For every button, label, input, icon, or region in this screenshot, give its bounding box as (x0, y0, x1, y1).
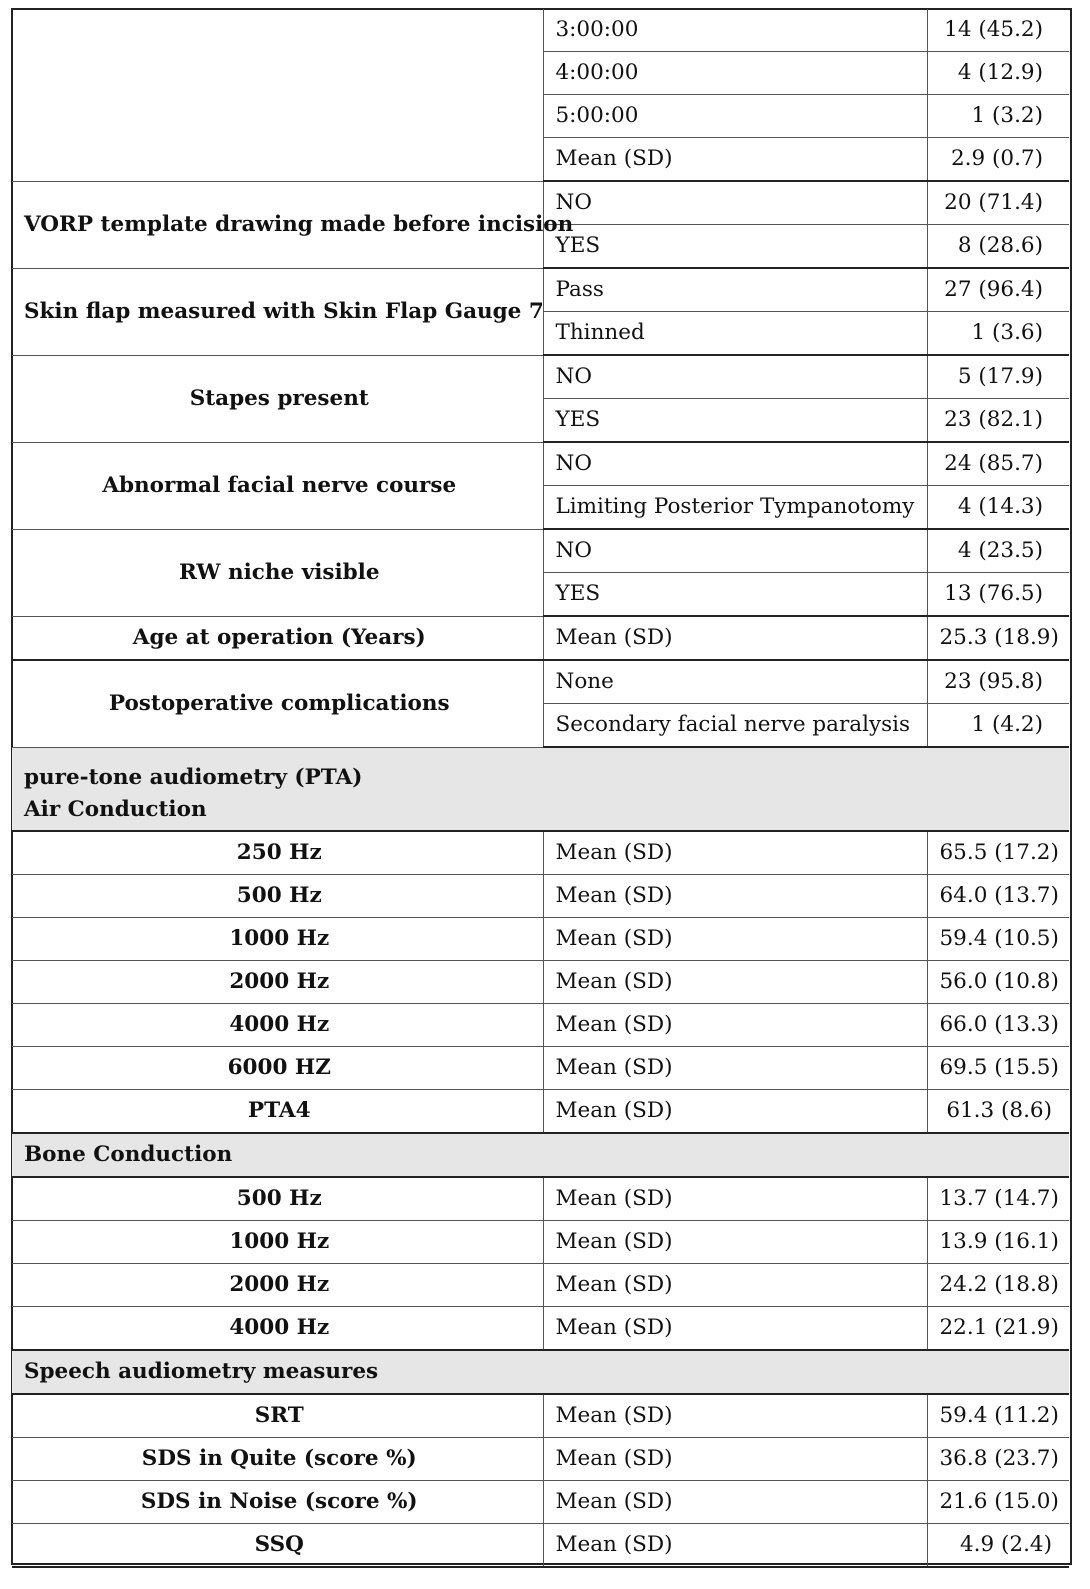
level-cell: NO (543, 442, 927, 486)
table-row (12, 355, 1069, 399)
row-label: RW niche visible (12, 529, 543, 616)
value-cell: 64.0 (13.7) (927, 875, 1069, 918)
value-cell: 69.5 (15.5) (927, 1047, 1069, 1090)
level-cell: Mean (SD) (543, 616, 927, 660)
section-heading-speech (12, 1350, 1069, 1394)
value-cell: 21.6 (15.0) (927, 1481, 1069, 1524)
level-cell: NO (543, 355, 927, 399)
level-cell: Thinned (543, 312, 927, 356)
row-label: Stapes present (12, 355, 543, 442)
value-cell: 24 (85.7) (927, 442, 1069, 486)
level-cell: Pass (543, 268, 927, 312)
row-label: SDS in Noise (score %) (12, 1481, 543, 1524)
value-cell: 23 (82.1) (927, 399, 1069, 443)
row-label: PTA4 (12, 1090, 543, 1134)
value-cell: 20 (71.4) (927, 181, 1069, 225)
value-cell: 14 (45.2) (927, 9, 1069, 52)
value-cell: 66.0 (13.3) (927, 1004, 1069, 1047)
table-row (12, 181, 1069, 225)
row-label: 6000 HZ (12, 1047, 543, 1090)
table-row (12, 1307, 1069, 1351)
value-cell: 1 (3.6) (927, 312, 1069, 356)
value-cell: 13.7 (14.7) (927, 1177, 1069, 1221)
stat-cell: Mean (SD) (543, 1047, 927, 1090)
table-row (12, 961, 1069, 1004)
table-row (12, 918, 1069, 961)
value-cell: 8 (28.6) (927, 225, 1069, 269)
row-label-empty (12, 9, 543, 181)
results-table-body (12, 9, 1069, 1567)
table-row (12, 9, 1069, 52)
value-cell: 1 (4.2) (927, 704, 1069, 748)
stat-cell: Mean (SD) (543, 918, 927, 961)
table-row (12, 875, 1069, 918)
stat-cell: Mean (SD) (543, 875, 927, 918)
section-heading-speech-text: Speech audiometry measures (12, 1350, 1069, 1394)
stat-cell: Mean (SD) (543, 1394, 927, 1438)
stat-cell: Mean (SD) (543, 1524, 927, 1568)
value-cell: 59.4 (10.5) (927, 918, 1069, 961)
level-cell: NO (543, 181, 927, 225)
table-row (12, 1047, 1069, 1090)
value-cell: 36.8 (23.7) (927, 1438, 1069, 1481)
stat-cell: Mean (SD) (543, 1177, 927, 1221)
level-cell: None (543, 660, 927, 704)
row-label: Postoperative complications (12, 660, 543, 747)
table-row (12, 831, 1069, 875)
table-row (12, 1221, 1069, 1264)
level-cell: Limiting Posterior Tympanotomy (543, 486, 927, 530)
level-cell: YES (543, 225, 927, 269)
stat-cell: Mean (SD) (543, 1481, 927, 1524)
row-label: 4000 Hz (12, 1004, 543, 1047)
level-cell: 4:00:00 (543, 52, 927, 95)
row-label: SDS in Quite (score %) (12, 1438, 543, 1481)
table-row (12, 616, 1069, 660)
row-label: Abnormal facial nerve course (12, 442, 543, 529)
row-label: 500 Hz (12, 875, 543, 918)
stat-cell: Mean (SD) (543, 1090, 927, 1134)
table-row (12, 1177, 1069, 1221)
row-label: 500 Hz (12, 1177, 543, 1221)
row-label: 4000 Hz (12, 1307, 543, 1351)
row-label: Age at operation (Years) (12, 616, 543, 660)
row-label: 2000 Hz (12, 961, 543, 1004)
results-table (12, 9, 1069, 1568)
stat-cell: Mean (SD) (543, 831, 927, 875)
section-heading-air (12, 790, 1069, 831)
row-label: 1000 Hz (12, 918, 543, 961)
value-cell: 1 (3.2) (927, 95, 1069, 138)
table-row (12, 1438, 1069, 1481)
section-heading-pta (12, 747, 1069, 790)
value-cell: 23 (95.8) (927, 660, 1069, 704)
level-cell: 5:00:00 (543, 95, 927, 138)
value-cell: 24.2 (18.8) (927, 1264, 1069, 1307)
table-row (12, 1394, 1069, 1438)
value-cell: 25.3 (18.9) (927, 616, 1069, 660)
row-label: VORP template drawing made before incision (12, 181, 543, 268)
level-cell: Mean (SD) (543, 138, 927, 182)
value-cell: 4 (14.3) (927, 486, 1069, 530)
stat-cell: Mean (SD) (543, 1264, 927, 1307)
table-row (12, 1481, 1069, 1524)
value-cell: 22.1 (21.9) (927, 1307, 1069, 1351)
value-cell: 59.4 (11.2) (927, 1394, 1069, 1438)
section-heading-bone (12, 1133, 1069, 1177)
stat-cell: Mean (SD) (543, 1307, 927, 1351)
table-row (12, 660, 1069, 704)
section-heading-pta-text: pure-tone audiometry (PTA) (12, 747, 1069, 790)
table-row (12, 442, 1069, 486)
row-label: Skin flap measured with Skin Flap Gauge 7 (12, 268, 543, 355)
stat-cell: Mean (SD) (543, 1221, 927, 1264)
stat-cell: Mean (SD) (543, 1438, 927, 1481)
row-label: 2000 Hz (12, 1264, 543, 1307)
table-row (12, 1524, 1069, 1568)
level-cell: Secondary facial nerve paralysis (543, 704, 927, 748)
row-label: 250 Hz (12, 831, 543, 875)
row-label: SSQ (12, 1524, 543, 1568)
level-cell: YES (543, 399, 927, 443)
table-row (12, 529, 1069, 573)
row-label: SRT (12, 1394, 543, 1438)
value-cell: 2.9 (0.7) (927, 138, 1069, 182)
value-cell: 13 (76.5) (927, 573, 1069, 617)
section-heading-bone-text: Bone Conduction (12, 1133, 1069, 1177)
table-row (12, 1004, 1069, 1047)
value-cell: 61.3 (8.6) (927, 1090, 1069, 1134)
level-cell: 3:00:00 (543, 9, 927, 52)
level-cell: YES (543, 573, 927, 617)
stat-cell: Mean (SD) (543, 961, 927, 1004)
value-cell: 4.9 (2.4) (927, 1524, 1069, 1568)
table-row (12, 268, 1069, 312)
value-cell: 4 (12.9) (927, 52, 1069, 95)
stat-cell: Mean (SD) (543, 1004, 927, 1047)
value-cell: 65.5 (17.2) (927, 831, 1069, 875)
value-cell: 5 (17.9) (927, 355, 1069, 399)
value-cell: 13.9 (16.1) (927, 1221, 1069, 1264)
value-cell: 56.0 (10.8) (927, 961, 1069, 1004)
table-row (12, 1264, 1069, 1307)
value-cell: 27 (96.4) (927, 268, 1069, 312)
value-cell: 4 (23.5) (927, 529, 1069, 573)
row-label: 1000 Hz (12, 1221, 543, 1264)
level-cell: NO (543, 529, 927, 573)
section-heading-air-text: Air Conduction (12, 790, 1069, 831)
table-row (12, 1090, 1069, 1134)
